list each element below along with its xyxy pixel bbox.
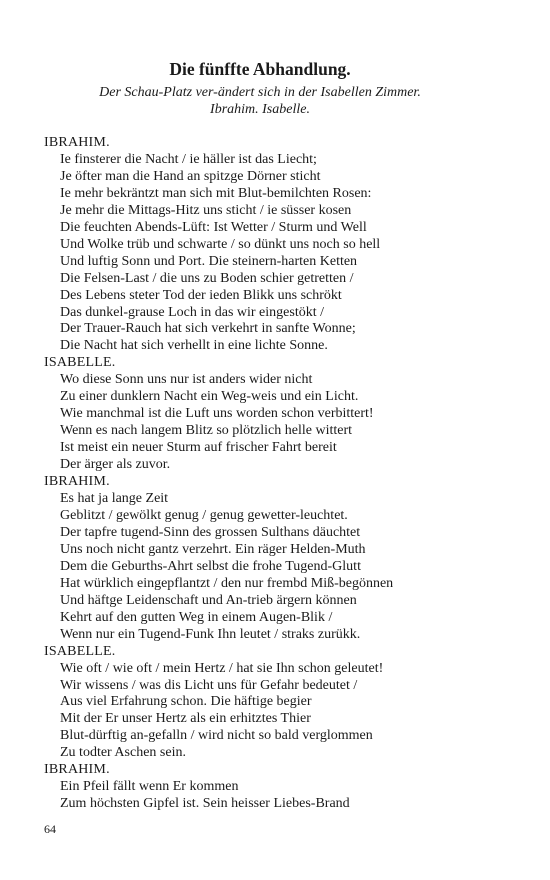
verse-line: Wenn nur ein Tugend-Funk Ihn leutet / straks zurükk. [60, 626, 361, 642]
verse-line: Die feuchten Abends-Lüft: Ist Wetter / Sturm und Well [60, 219, 367, 235]
verse-line: Blut-dürftig an-gefalln / wird nicht so bald verglommen [60, 728, 373, 744]
verse-line: Geblitzt / gewölkt genug / genug gewetter-leuchtet. [60, 507, 348, 523]
verse-line: Der ärger als zuvor. [60, 457, 171, 473]
verse-line: Die Nacht hat sich verhellt in eine lichte Sonne. [60, 338, 328, 354]
verse-line: Mit der Er unser Hertz als ein erhitztes Thier [60, 711, 311, 727]
verse-line: Aus viel Erfahrung schon. Die häftige begier [60, 694, 312, 710]
verse-line: Wie oft / wie oft / mein Hertz / hat sie Ihn schon geleutet! [60, 660, 384, 676]
verse-line: Dem die Geburths-Ahrt selbst die frohe Tugend-Glutt [60, 558, 361, 574]
stage-direction [0, 84, 520, 118]
verse-line: Zu todter Aschen sein. [60, 745, 186, 761]
verse-line: Ie finsterer die Nacht / ie häller ist das Liecht; [60, 151, 317, 167]
speaker-name: IBRAHIM. [44, 762, 110, 778]
play-text [44, 135, 514, 813]
verse-line: Kehrt auf den gutten Weg in einem Augen-Blik / [60, 609, 333, 625]
stage-direction-line: Der Schau-Platz ver-ändert sich in der Isabellen Zimmer. [99, 85, 421, 100]
verse-line: Und häftge Leidenschaft und An-trieb ärgern können [60, 592, 357, 608]
verse-line: Zum höchsten Gipfel ist. Sein heisser Liebes-Brand [60, 796, 350, 812]
verse-line: Uns noch nicht gantz verzehrt. Ein räger Helden-Muth [60, 541, 366, 557]
verse-line: Ein Pfeil fällt wenn Er kommen [60, 779, 239, 795]
verse-line: Je öfter man die Hand an spitzge Dörner sticht [60, 168, 321, 184]
verse-line: Wie manchmal ist die Luft uns worden schon verbittert! [60, 406, 374, 422]
verse-line: Wo diese Sonn uns nur ist anders wider nicht [60, 372, 313, 388]
verse-line: Wenn es nach langem Blitz so plötzlich helle wittert [60, 423, 353, 439]
verse-line: Die Felsen-Last / die uns zu Boden schier getretten / [60, 270, 354, 286]
verse-line: Je mehr die Mittags-Hitz uns sticht / ie süsser kosen [60, 202, 352, 218]
speaker-name: ISABELLE. [44, 355, 116, 371]
speaker-name: ISABELLE. [44, 643, 116, 659]
act-heading: Die fünffte Abhandlung. [169, 59, 351, 79]
speaker-name: IBRAHIM. [44, 135, 110, 150]
verse-line: Des Lebens steter Tod der ieden Blikk uns schrökt [60, 287, 342, 303]
page-number: 64 [44, 822, 56, 836]
verse-line: Ist meist ein neuer Sturm auf frischer Fahrt bereit [60, 440, 337, 456]
verse-line: Hat würklich eingepflantzt / den nur frembd Miß-begönnen [60, 575, 394, 591]
verse-line: Zu einer dunklern Nacht ein Weg-weis und ein Licht. [60, 389, 359, 405]
verse-line: Und luftig Sonn und Port. Die steinern-harten Ketten [60, 253, 358, 269]
verse-line: Das dunkel-grause Loch in das wir eingestökt / [60, 304, 324, 320]
speaker-name: IBRAHIM. [44, 474, 110, 490]
verse-line: Ie mehr bekräntzt man sich mit Blut-bemilchten Rosen: [60, 185, 372, 201]
verse-line: Der Trauer-Rauch hat sich verkehrt in sanfte Wonne; [60, 321, 356, 337]
verse-line: Es hat ja lange Zeit [60, 491, 169, 507]
stage-direction-line: Ibrahim. Isabelle. [210, 102, 310, 117]
verse-line: Wir wissens / was dis Licht uns für Gefahr bedeutet / [60, 677, 358, 693]
verse-line: Und Wolke trüb und schwarte / so dünkt uns noch so hell [60, 236, 381, 252]
verse-line: Der tapfre tugend-Sinn des grossen Sulthans däuchtet [60, 524, 361, 540]
